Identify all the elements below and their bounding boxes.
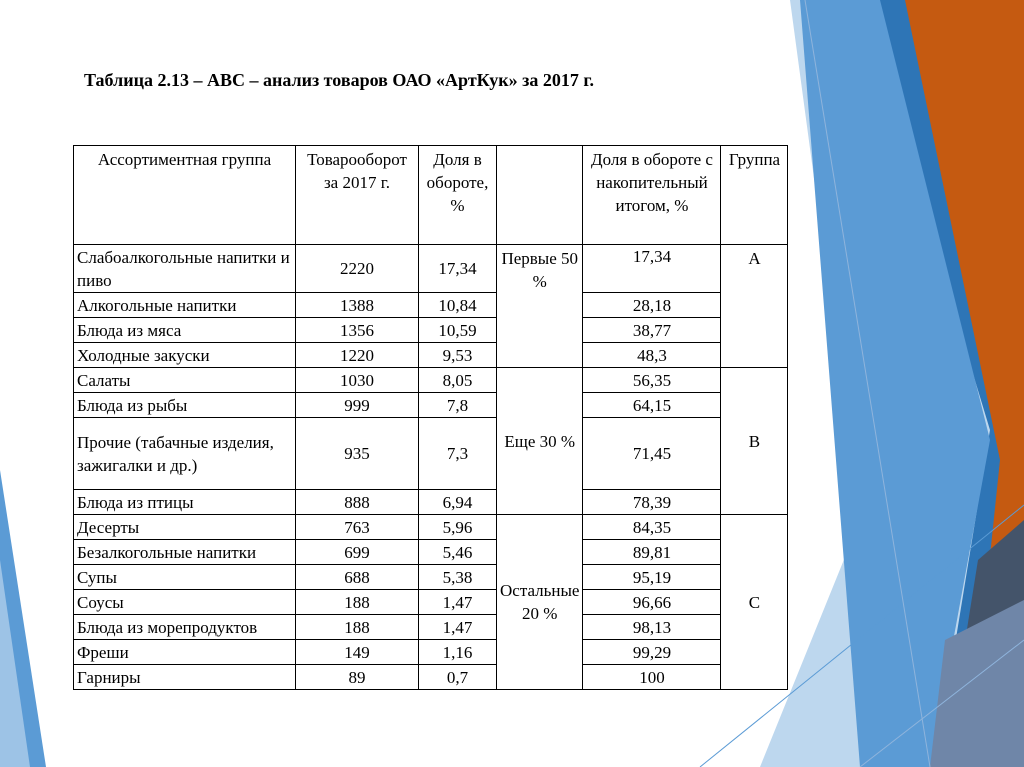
table-row xyxy=(74,293,788,318)
cell-cumulative: 99,29 xyxy=(583,640,721,665)
cell-turnover: 888 xyxy=(296,490,419,515)
cell-name: Супы xyxy=(74,565,296,590)
page-title: Таблица 2.13 – АВС – анализ товаров ОАО «АртКук» за 2017 г. xyxy=(84,70,595,90)
cell-turnover: 763 xyxy=(296,515,419,540)
segment-next-30: Еще 30 % xyxy=(497,368,583,515)
cell-cumulative: 96,66 xyxy=(583,590,721,615)
cell-turnover: 188 xyxy=(296,615,419,640)
table-row xyxy=(74,665,788,690)
category-b: B xyxy=(721,368,788,515)
table-row xyxy=(74,565,788,590)
cell-name: Безалкогольные напитки xyxy=(74,540,296,565)
cell-cumulative: 48,3 xyxy=(583,343,721,368)
cell-cumulative: 100 xyxy=(583,665,721,690)
table-row xyxy=(74,615,788,640)
header-group: Ассортиментная группа xyxy=(74,146,296,245)
table-row xyxy=(74,245,788,293)
table-row xyxy=(74,540,788,565)
cell-name: Салаты xyxy=(74,368,296,393)
cell-name: Холодные закуски xyxy=(74,343,296,368)
cell-name: Блюда из рыбы xyxy=(74,393,296,418)
table-row xyxy=(74,318,788,343)
cell-share: 1,47 xyxy=(419,590,497,615)
cell-turnover: 149 xyxy=(296,640,419,665)
cell-share: 10,84 xyxy=(419,293,497,318)
cell-turnover: 935 xyxy=(296,418,419,490)
cell-name: Блюда из мяса xyxy=(74,318,296,343)
table-header-row xyxy=(74,146,788,245)
cell-share: 17,34 xyxy=(419,245,497,293)
abc-analysis-table xyxy=(73,145,788,690)
table-row xyxy=(74,393,788,418)
cell-share: 6,94 xyxy=(419,490,497,515)
cell-cumulative: 98,13 xyxy=(583,615,721,640)
cell-name: Соусы xyxy=(74,590,296,615)
cell-name: Алкогольные напитки xyxy=(74,293,296,318)
cell-cumulative: 56,35 xyxy=(583,368,721,393)
cell-cumulative: 38,77 xyxy=(583,318,721,343)
header-turnover: Товарооборот за 2017 г. xyxy=(296,146,419,245)
cell-turnover: 999 xyxy=(296,393,419,418)
table-row xyxy=(74,490,788,515)
cell-share: 10,59 xyxy=(419,318,497,343)
cell-cumulative: 95,19 xyxy=(583,565,721,590)
header-cumulative: Доля в обороте с накопительный итогом, % xyxy=(583,146,721,245)
cell-turnover: 188 xyxy=(296,590,419,615)
cell-turnover: 2220 xyxy=(296,245,419,293)
category-a: A xyxy=(721,245,788,368)
table-row xyxy=(74,418,788,490)
cell-share: 5,38 xyxy=(419,565,497,590)
cell-turnover: 89 xyxy=(296,665,419,690)
cell-name: Десерты xyxy=(74,515,296,540)
cell-cumulative: 84,35 xyxy=(583,515,721,540)
cell-cumulative: 28,18 xyxy=(583,293,721,318)
cell-name: Гарниры xyxy=(74,665,296,690)
cell-cumulative: 89,81 xyxy=(583,540,721,565)
cell-cumulative: 78,39 xyxy=(583,490,721,515)
cell-share: 9,53 xyxy=(419,343,497,368)
cell-name: Блюда из морепродуктов xyxy=(74,615,296,640)
header-segment xyxy=(497,146,583,245)
header-share: Доля в обороте, % xyxy=(419,146,497,245)
category-c: C xyxy=(721,515,788,690)
cell-name: Прочие (табачные изделия, зажигалки и др.) xyxy=(74,418,296,490)
cell-turnover: 1388 xyxy=(296,293,419,318)
segment-first-50: Первые 50 % xyxy=(497,245,583,368)
table-row xyxy=(74,343,788,368)
cell-share: 5,46 xyxy=(419,540,497,565)
cell-turnover: 1030 xyxy=(296,368,419,393)
cell-share: 7,3 xyxy=(419,418,497,490)
cell-turnover: 688 xyxy=(296,565,419,590)
cell-turnover: 699 xyxy=(296,540,419,565)
table-row xyxy=(74,515,788,540)
table-row xyxy=(74,640,788,665)
cell-cumulative: 64,15 xyxy=(583,393,721,418)
cell-share: 1,47 xyxy=(419,615,497,640)
header-category: Группа xyxy=(721,146,788,245)
cell-share: 8,05 xyxy=(419,368,497,393)
cell-cumulative: 71,45 xyxy=(583,418,721,490)
cell-name: Фреши xyxy=(74,640,296,665)
table-row xyxy=(74,590,788,615)
cell-name: Блюда из птицы xyxy=(74,490,296,515)
cell-share: 7,8 xyxy=(419,393,497,418)
segment-rest-20: Остальные 20 % xyxy=(497,515,583,690)
cell-share: 5,96 xyxy=(419,515,497,540)
cell-name: Слабоалкогольные напитки и пиво xyxy=(74,245,296,293)
table-row xyxy=(74,368,788,393)
cell-turnover: 1356 xyxy=(296,318,419,343)
cell-share: 1,16 xyxy=(419,640,497,665)
cell-share: 0,7 xyxy=(419,665,497,690)
cell-cumulative: 17,34 xyxy=(583,245,721,293)
cell-turnover: 1220 xyxy=(296,343,419,368)
